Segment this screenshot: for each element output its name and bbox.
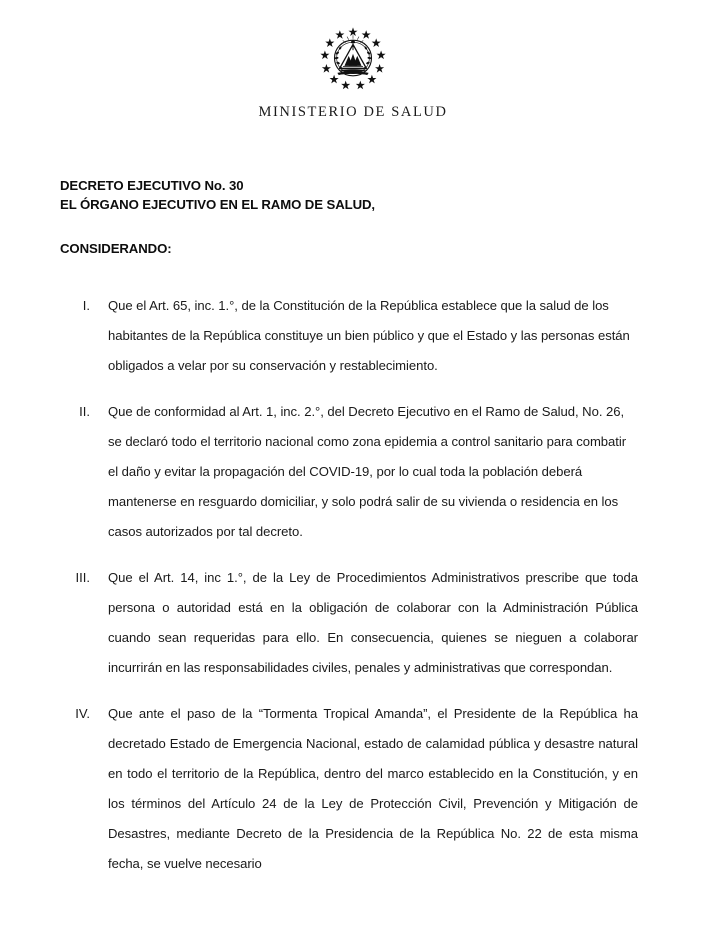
- clause-text: Que de conformidad al Art. 1, inc. 2.°, del Decreto Ejecutivo en el Ramo de Salud, No. 26, se declaró todo el territorio nacional como zona epidemia a control sanitario para combatir el daño y evitar la propagación del COVID-19, por lo cual toda la población deberá mantenerse en resguardo domiciliar, y solo podrá salir de su vivienda o residencia en los casos autorizados por tal decreto.: [108, 404, 627, 539]
- el-salvador-coat-of-arms-icon: [317, 26, 389, 90]
- clause-numeral: IV.: [75, 706, 90, 721]
- clause-numeral: II.: [79, 404, 90, 419]
- clause-text: Que ante el paso de la “Tormenta Tropical Amanda”, el Presidente de la República ha decretado Estado de Emergencia Nacional, estado de calamidad pública y desastre natural en todo el territorio de la República, dentro del marco establecido en la Constitución, y en los términos del Artículo 24 de la Ley de Protección Civil, Prevención y Mitigación de Desastres, mediante Decreto de la Presidencia de la República No. 22 de esta misma fecha, se vuelve necesario: [108, 706, 638, 871]
- decree-authority-line: EL ÓRGANO EJECUTIVO EN EL RAMO DE SALUD,: [60, 197, 375, 212]
- clause-item: [60, 397, 638, 547]
- document-header: [0, 26, 706, 121]
- clause-numeral: III.: [75, 570, 90, 585]
- clause-text: Que el Art. 65, inc. 1.°, de la Constitución de la República establece que la salud de los habitantes de la República constituye un bien público y que el Estado y las personas están obligados a velar por su conservación y restablecimiento.: [108, 298, 630, 373]
- clause-item: [60, 699, 638, 879]
- considerando-heading: CONSIDERANDO:: [60, 241, 172, 256]
- clause-numeral: I.: [82, 298, 90, 313]
- ministry-title: MINISTERIO DE SALUD: [258, 104, 448, 120]
- clause-list: [60, 291, 638, 895]
- decree-number-line: DECRETO EJECUTIVO No. 30: [60, 178, 244, 193]
- clause-item: [60, 563, 638, 683]
- clause-text: Que el Art. 14, inc 1.°, de la Ley de Procedimientos Administrativos prescribe que toda persona o autoridad está en la obligación de colaborar con la Administración Pública cuando sean requeridas para ello. En consecuencia, quienes se nieguen a colaborar incurrirán en las responsabilidades civiles, penales y administrativas que correspondan.: [108, 570, 638, 675]
- decree-title-block: [60, 176, 640, 214]
- clause-item: [60, 291, 638, 381]
